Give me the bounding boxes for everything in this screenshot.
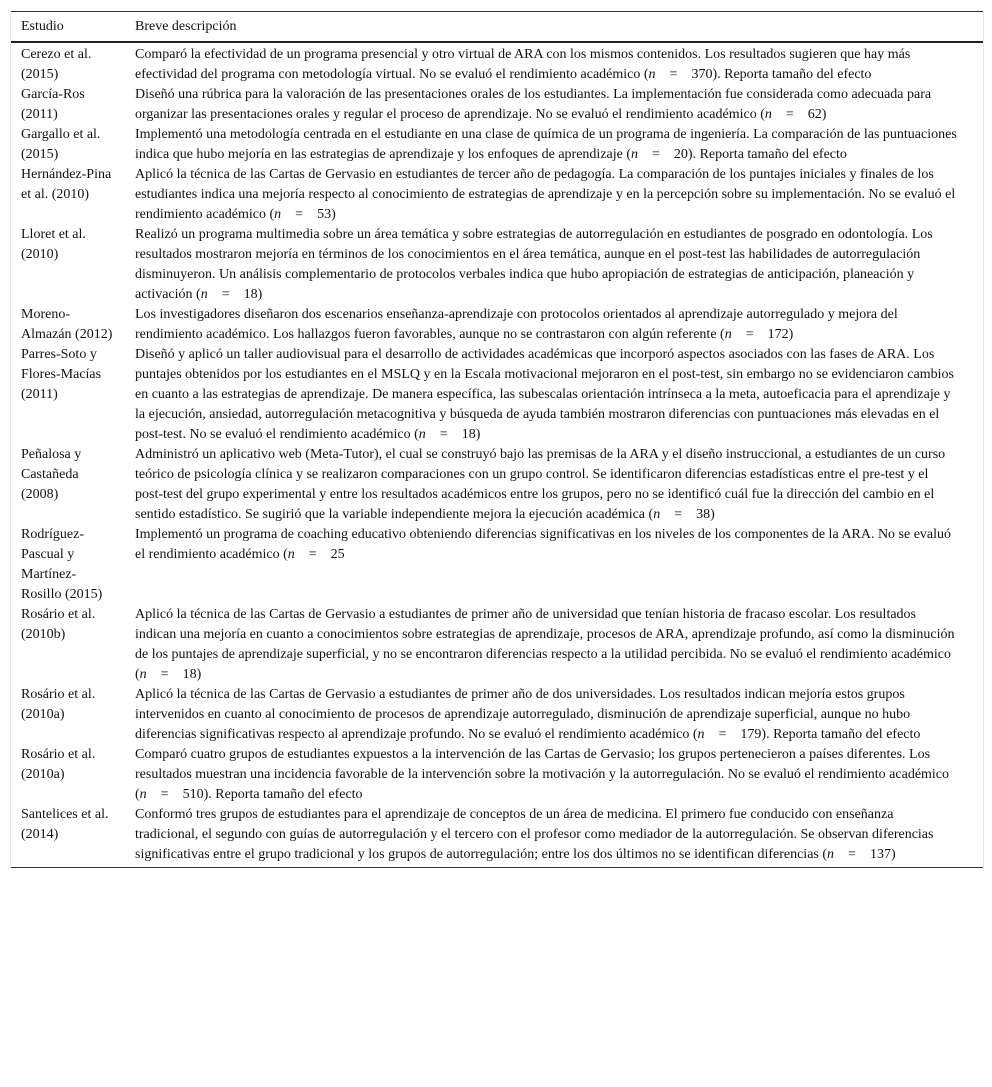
- description-cell: [125, 305, 983, 345]
- equals-sign: =: [652, 147, 660, 162]
- table-row: [11, 525, 983, 605]
- description-cell: [125, 445, 983, 525]
- table-body: [11, 42, 983, 868]
- table-row: [11, 85, 983, 125]
- description-cell: [125, 345, 983, 445]
- description-after: ): [257, 287, 263, 302]
- study-cell: Cerezo et al. (2015): [21, 47, 92, 82]
- table-row: [11, 125, 983, 165]
- sample-size: 38: [696, 507, 711, 522]
- description-text: Implementó una metodología centrada en el estudiante en una clase de química de un programa de ingeniería. La comparación de las puntuaciones indica que hubo mejoría en las estrategias de aprendizaje y los enfoques de aprendizaje (: [135, 127, 957, 162]
- table-row: [11, 165, 983, 225]
- table-row: [11, 445, 983, 525]
- equals-sign: =: [221, 287, 230, 302]
- table-row: [11, 345, 983, 445]
- description-after: ): [475, 427, 481, 442]
- sample-size: 53: [317, 207, 332, 222]
- equals-sign: =: [160, 667, 169, 682]
- sample-size: 20: [673, 147, 688, 162]
- n-symbol: n: [724, 327, 732, 342]
- description-text: Implementó un programa de coaching educativo obteniendo diferencias significativas en los niveles de los componentes de la ARA. No se evaluó el rendimiento académico (: [135, 527, 952, 562]
- description-after: ). Reporta tamaño del efecto: [687, 147, 847, 162]
- equals-sign: =: [785, 107, 794, 122]
- description-cell: [125, 805, 983, 868]
- description-after: ): [788, 327, 794, 342]
- study-cell: Peñalosa y Castañeda (2008): [21, 447, 82, 502]
- header-study: Estudio: [11, 12, 125, 43]
- description-text: Administró un aplicativo web (Meta-Tutor), el cual se construyó bajo las premisas de la ARA y el diseño instruccional, a estudiantes de un curso teórico de psicología clínica y se realizaron comparaciones con un grupo control. Se identificaron diferencias estadísticas entre el pre-test y el post-test del grupo experimental y entre los resultados académicos entre los grupos, pero no se identificó cuál fue la dirección del cambio en el sentido estadístico. Se sugirió que la variable independiente mejora la ejecución académica (: [135, 447, 946, 522]
- equals-sign: =: [295, 207, 304, 222]
- n-symbol: n: [697, 727, 705, 742]
- equals-sign: =: [439, 427, 448, 442]
- description-cell: [125, 605, 983, 685]
- study-cell: Hernández-Pina et al. (2010): [21, 167, 112, 202]
- description-text: Comparó cuatro grupos de estudiantes expuestos a la intervención de las Cartas de Gervasio; los grupos pertenecieron a países diferentes. Los resultados muestran una incidencia favorable de la intervención sobre la motivación y la autorregulación. No se evaluó el rendimiento académico (: [135, 747, 950, 802]
- table-row: [11, 605, 983, 685]
- n-symbol: n: [274, 207, 282, 222]
- description-cell: [125, 225, 983, 305]
- description-after: ): [331, 207, 336, 222]
- n-symbol: n: [418, 427, 426, 442]
- table-row: [11, 805, 983, 868]
- studies-table: [11, 11, 983, 868]
- description-text: Los investigadores diseñaron dos escenarios enseñanza-aprendizaje con protocolos orientados al aprendizaje autorregulado y mejora del rendimiento académico. Los hallazgos fueron favorables, aunque no se contrastaron con algún referente (: [135, 307, 898, 342]
- description-text: Aplicó la técnica de las Cartas de Gervasio a estudiantes de primer año de universidad que tenían historia de fracaso escolar. Los resultados indican una mejoría en cuanto a conocimientos sobre estrategias de aprendizaje, procesos de ARA, aprendizaje profundo, así como la disminución de los puntajes de aprendizaje superficial, y no se encontraron diferencias respecto a la utilidad percibida. No se evaluó el rendimiento académico (: [135, 607, 955, 682]
- description-after: ): [196, 667, 202, 682]
- sample-size: 172: [767, 327, 789, 342]
- sample-size: 179: [740, 727, 762, 742]
- study-cell: Rosário et al. (2010b): [21, 607, 96, 642]
- n-symbol: n: [139, 787, 147, 802]
- study-cell: Lloret et al. (2010): [21, 227, 86, 262]
- description-text: Realizó un programa multimedia sobre un área temática y sobre estrategias de autorregulación en estudiantes de posgrado en odontología. Los resultados mostraron mejoría en términos de los conocimientos en el área temática, aunque en el post-test las habilidades de autorregulación disminuyeron. Un análisis complementario de protocolos verbales indica que hubo apropiación de estrategias de anticipación, planeación y activación (: [135, 227, 933, 302]
- study-cell: Gargallo et al. (2015): [21, 127, 101, 162]
- description-cell: [125, 745, 983, 805]
- description-cell: [125, 685, 983, 745]
- sample-size: 370: [691, 67, 713, 82]
- n-symbol: n: [631, 147, 639, 162]
- description-after: ): [890, 847, 896, 862]
- table-header-row: [11, 12, 983, 43]
- n-symbol: n: [827, 847, 835, 862]
- n-symbol: n: [653, 507, 661, 522]
- equals-sign: =: [745, 327, 754, 342]
- sample-size: 137: [869, 847, 891, 862]
- header-description: Breve descripción: [125, 12, 983, 43]
- description-after: ): [710, 507, 715, 522]
- sample-size: 18: [243, 287, 258, 302]
- description-after: ). Reporta tamaño del efecto: [203, 787, 363, 802]
- study-cell: Rodríguez-Pascual y Martínez-Rosillo (2015): [21, 527, 103, 602]
- study-cell: Rosário et al. (2010a): [21, 687, 96, 722]
- description-cell: [125, 42, 983, 85]
- table-row: [11, 225, 983, 305]
- description-text: Diseñó y aplicó un taller audiovisual para el desarrollo de actividades académicas que incorporó aspectos asociados con las fases de ARA. Los puntajes obtenidos por los estudiantes en el MSLQ y en la Escala motivacional mejoraron en el post-test, sin embargo no se evidenciaron cambios en cuanto a las estrategias de aprendizaje. De manera específica, las subescalas orientación intrínseca a la meta, autoeficacia para el aprendizaje y la ejecución, ansiedad, autorregulación metacognitiva y búsqueda de ayuda también mostraron diferencias con puntuaciones más elevadas en el post-test. No se evaluó el rendimiento académico (: [135, 347, 954, 442]
- study-cell: Santelices et al. (2014): [11, 805, 125, 868]
- n-symbol: n: [648, 67, 656, 82]
- description-after: ). Reporta tamaño del efecto: [761, 727, 921, 742]
- sample-size: 510: [182, 787, 204, 802]
- description-text: Comparó la efectividad de un programa presencial y otro virtual de ARA con los mismos contenidos. Los resultados sugieren que hay más efectividad del programa con metodología virtual. No se evaluó el rendimiento académico (: [135, 47, 911, 82]
- description-cell: [125, 85, 983, 125]
- description-text: Conformó tres grupos de estudiantes para el aprendizaje de conceptos de un área de medicina. El primero fue conducido con enseñanza tradicional, el segundo con guías de autorregulación y el tercero con el profesor como mediador de la autorregulación. Se observan diferencias significativas entre el grupo tradicional y los grupos de autorregulación; entre los dos últimos no se identifican diferencias (: [135, 807, 934, 862]
- sample-size: 18: [182, 667, 197, 682]
- n-symbol: n: [287, 547, 295, 562]
- study-cell: García-Ros (2011): [21, 87, 85, 122]
- table-row: [11, 42, 983, 85]
- sample-size: 25: [330, 547, 345, 562]
- table-row: [11, 745, 983, 805]
- study-cell: Parres-Soto y Flores-Macías (2011): [21, 347, 102, 402]
- n-symbol: n: [139, 667, 147, 682]
- equals-sign: =: [674, 507, 683, 522]
- table-row: [11, 305, 983, 345]
- n-symbol: n: [764, 107, 772, 122]
- equals-sign: =: [308, 547, 317, 562]
- description-cell: [125, 165, 983, 225]
- study-cell: Rosário et al. (2010a): [21, 747, 96, 782]
- description-cell: [125, 525, 983, 605]
- description-text: Diseñó una rúbrica para la valoración de las presentaciones orales de los estudiantes. La implementación fue considerada como adecuada para organizar las presentaciones orales y regular el proceso de aprendizaje. No se evaluó el rendimiento académico (: [135, 87, 932, 122]
- table-row: [11, 685, 983, 745]
- description-text: Aplicó la técnica de las Cartas de Gervasio a estudiantes de primer año de dos universidades. Los resultados indican mejoría estos grupos intervenidos en cuanto al conocimiento de procesos de aprendizaje autorregulado, disminución de aprendizaje superficial, aunque no hubo diferencias significativas respecto al aprendizaje profundo. No se evaluó el rendimiento académico (: [135, 687, 911, 742]
- equals-sign: =: [718, 727, 727, 742]
- study-cell: Moreno-Almazán (2012): [21, 307, 113, 342]
- description-after: ). Reporta tamaño del efecto: [712, 67, 872, 82]
- equals-sign: =: [848, 847, 856, 862]
- description-text: Aplicó la técnica de las Cartas de Gervasio en estudiantes de tercer año de pedagogía. La comparación de los puntajes iniciales y finales de los estudiantes indica una mejoría respecto al conocimiento de estrategias de aprendizaje y en la percepción sobre su implementación. No se evaluó el rendimiento académico (: [135, 167, 956, 222]
- equals-sign: =: [669, 67, 678, 82]
- sample-size: 18: [461, 427, 476, 442]
- equals-sign: =: [160, 787, 169, 802]
- sample-size: 62: [807, 107, 822, 122]
- studies-table-container: [10, 11, 984, 868]
- description-cell: [125, 125, 983, 165]
- description-after: ): [821, 107, 827, 122]
- n-symbol: n: [200, 287, 208, 302]
